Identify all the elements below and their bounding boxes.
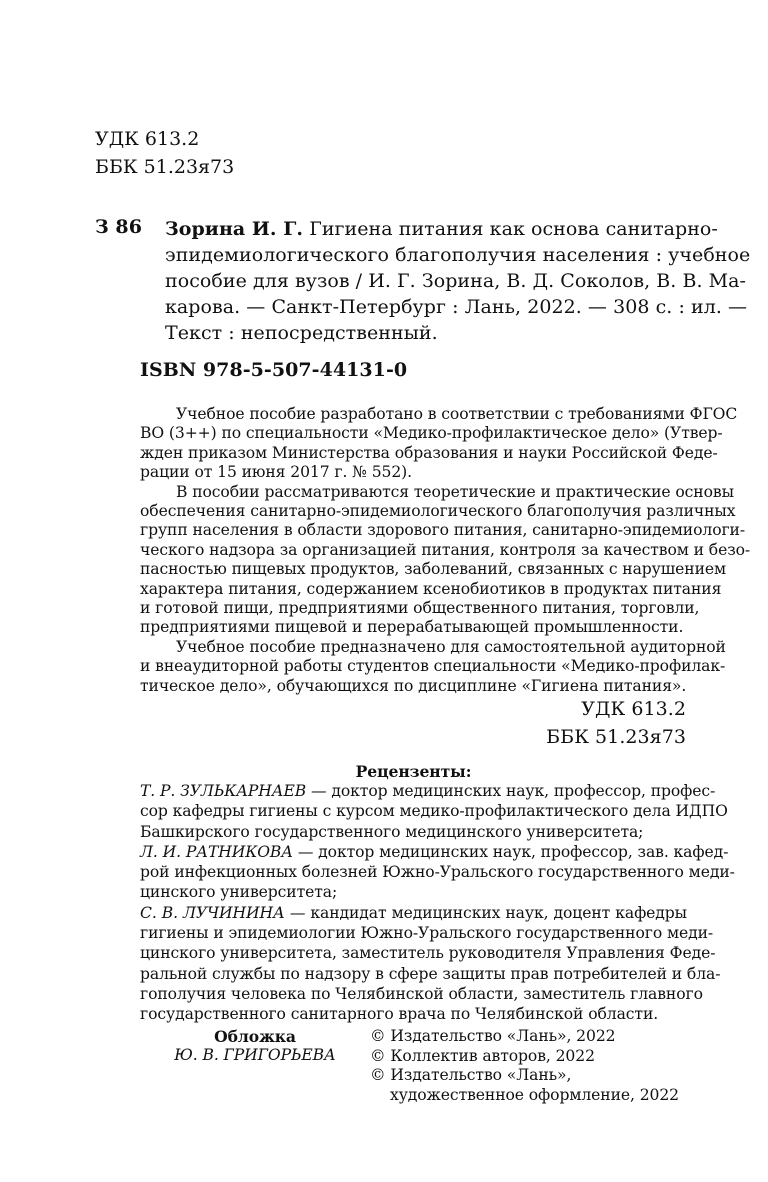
reviewer-2-line-3: цинского университета; [140,883,338,902]
biblio-line-3: пособие для вузов / И. Г. Зорина, В. Д. Соколов, В. В. Ма- [165,270,747,292]
reviewer-1-line-1 [140,781,716,801]
reviewer-1-name: Т. Р. ЗУЛЬКАРНАЕВ [140,782,307,800]
reviewer-3-name: С. В. ЛУЧИНИНА [140,903,285,922]
bibliographic-record [165,216,751,346]
abstract [140,405,751,696]
reviewers-list [140,781,735,1025]
right-udk-code: УДК 613.2 [581,698,686,720]
top-bbk-code: ББК 51.23я73 [95,156,235,178]
reviewer-1-line-2: сор кафедры гигиены с курсом медико-профилактического дела ИДПО [140,802,728,821]
abstract-line: жден приказом Министерства образования и науки Российской Феде- [140,443,718,462]
copyright-line: © Издательство «Лань», 2022 [370,1027,616,1045]
cover-label: Обложка [214,1027,296,1046]
abstract-line: Учебное пособие разработано в соответствии с требованиями ФГОС [176,405,738,423]
reviewer-3-line-5: гополучия человека по Челябинской области, заместитель главного [140,984,703,1003]
reviewers-heading: Рецензенты: [355,762,472,781]
reviewer-2-line-2: рой инфекционных болезней Южно-Уральского государственного меди- [140,863,735,882]
reviewer-3-line-3: цинского университета, заместитель руководителя Управления Феде- [140,944,716,963]
biblio-line-2: эпидемиологического благополучия населения : учебное [165,244,751,266]
reviewer-1-text: — доктор медицинских наук, профессор, профес- [311,782,716,800]
abstract-line: ВО (3++) по специальности «Медико-профилактическое дело» (Утвер- [140,424,723,443]
copyright-line: © Издательство «Лань», [370,1066,572,1084]
biblio-line-1 [165,216,718,242]
copyright-line: © Коллектив авторов, 2022 [370,1046,595,1065]
reviewer-3-line-4: ральной службы по надзору в сфере защиты прав потребителей и бла- [140,964,721,983]
abstract-line: предприятиями пищевой и перерабатывающей промышленности. [140,618,684,637]
reviewer-3-line-2: гигиены и эпидемиологии Южно-Уральского государственного меди- [140,924,714,943]
reviewer-3-line-1 [140,903,687,923]
reviewer-3-line-6: государственного санитарного врача по Челябинской области. [140,1005,659,1024]
abstract-line: тическое дело», обучающихся по дисциплине «Гигиена питания». [140,676,687,695]
top-udk-code: УДК 613.2 [95,128,200,150]
biblio-line-4: карова. — Санкт-Петербург : Лань, 2022. — 308 с. : ил. — [165,296,748,318]
abstract-line: ческого надзора за организацией питания, контроля за качеством и безо- [140,540,751,559]
abstract-line: характера питания, содержанием ксенобиотиков в продуктах питания [140,579,722,598]
abstract-line: В пособии рассматриваются теоретические и практические основы [176,482,734,501]
biblio-line-5: Текст : непосредственный. [165,322,438,344]
abstract-line: обеспечения санитарно-эпидемиологического благополучия различных [140,502,736,521]
copyright-block [370,1027,690,1105]
reviewer-2-name: Л. И. РАТНИКОВА [140,842,293,861]
cover-artist: Ю. В. ГРИГОРЬЕВА [174,1046,336,1064]
abstract-line: Учебное пособие предназначено для самостоятельной аудиторной [176,637,726,656]
reviewer-2-line-1 [140,842,729,862]
abstract-line: и готовой пищи, предприятиями общественного питания, торговли, [140,599,700,618]
abstract-line: рации от 15 июня 2017 г. № 552). [140,463,413,482]
reviewer-2-text: — доктор медицинских наук, профессор, зав. кафед- [297,842,729,861]
biblio-author: Зорина И. Г. [165,218,304,240]
right-bbk-code: ББК 51.23я73 [546,726,686,748]
isbn: ISBN 978-5-507-44131-0 [140,359,408,381]
abstract-line: пасностью пищевых продуктов, заболеваний, связанных с нарушением [140,560,727,579]
author-mark: З 86 [95,216,142,238]
abstract-line: и внеаудиторной работы студентов специальности «Медико-профилак- [140,657,726,676]
reviewer-1-line-3: Башкирского государственного медицинского университета; [140,822,644,841]
reviewer-3-text: — кандидат медицинских наук, доцент кафедры [289,903,687,922]
copyright-line: художественное оформление, 2022 [390,1085,680,1104]
biblio-title-start: Гигиена питания как основа санитарно- [309,218,718,240]
abstract-line: групп населения в области здорового питания, санитарно-эпидемиологи- [140,521,746,540]
